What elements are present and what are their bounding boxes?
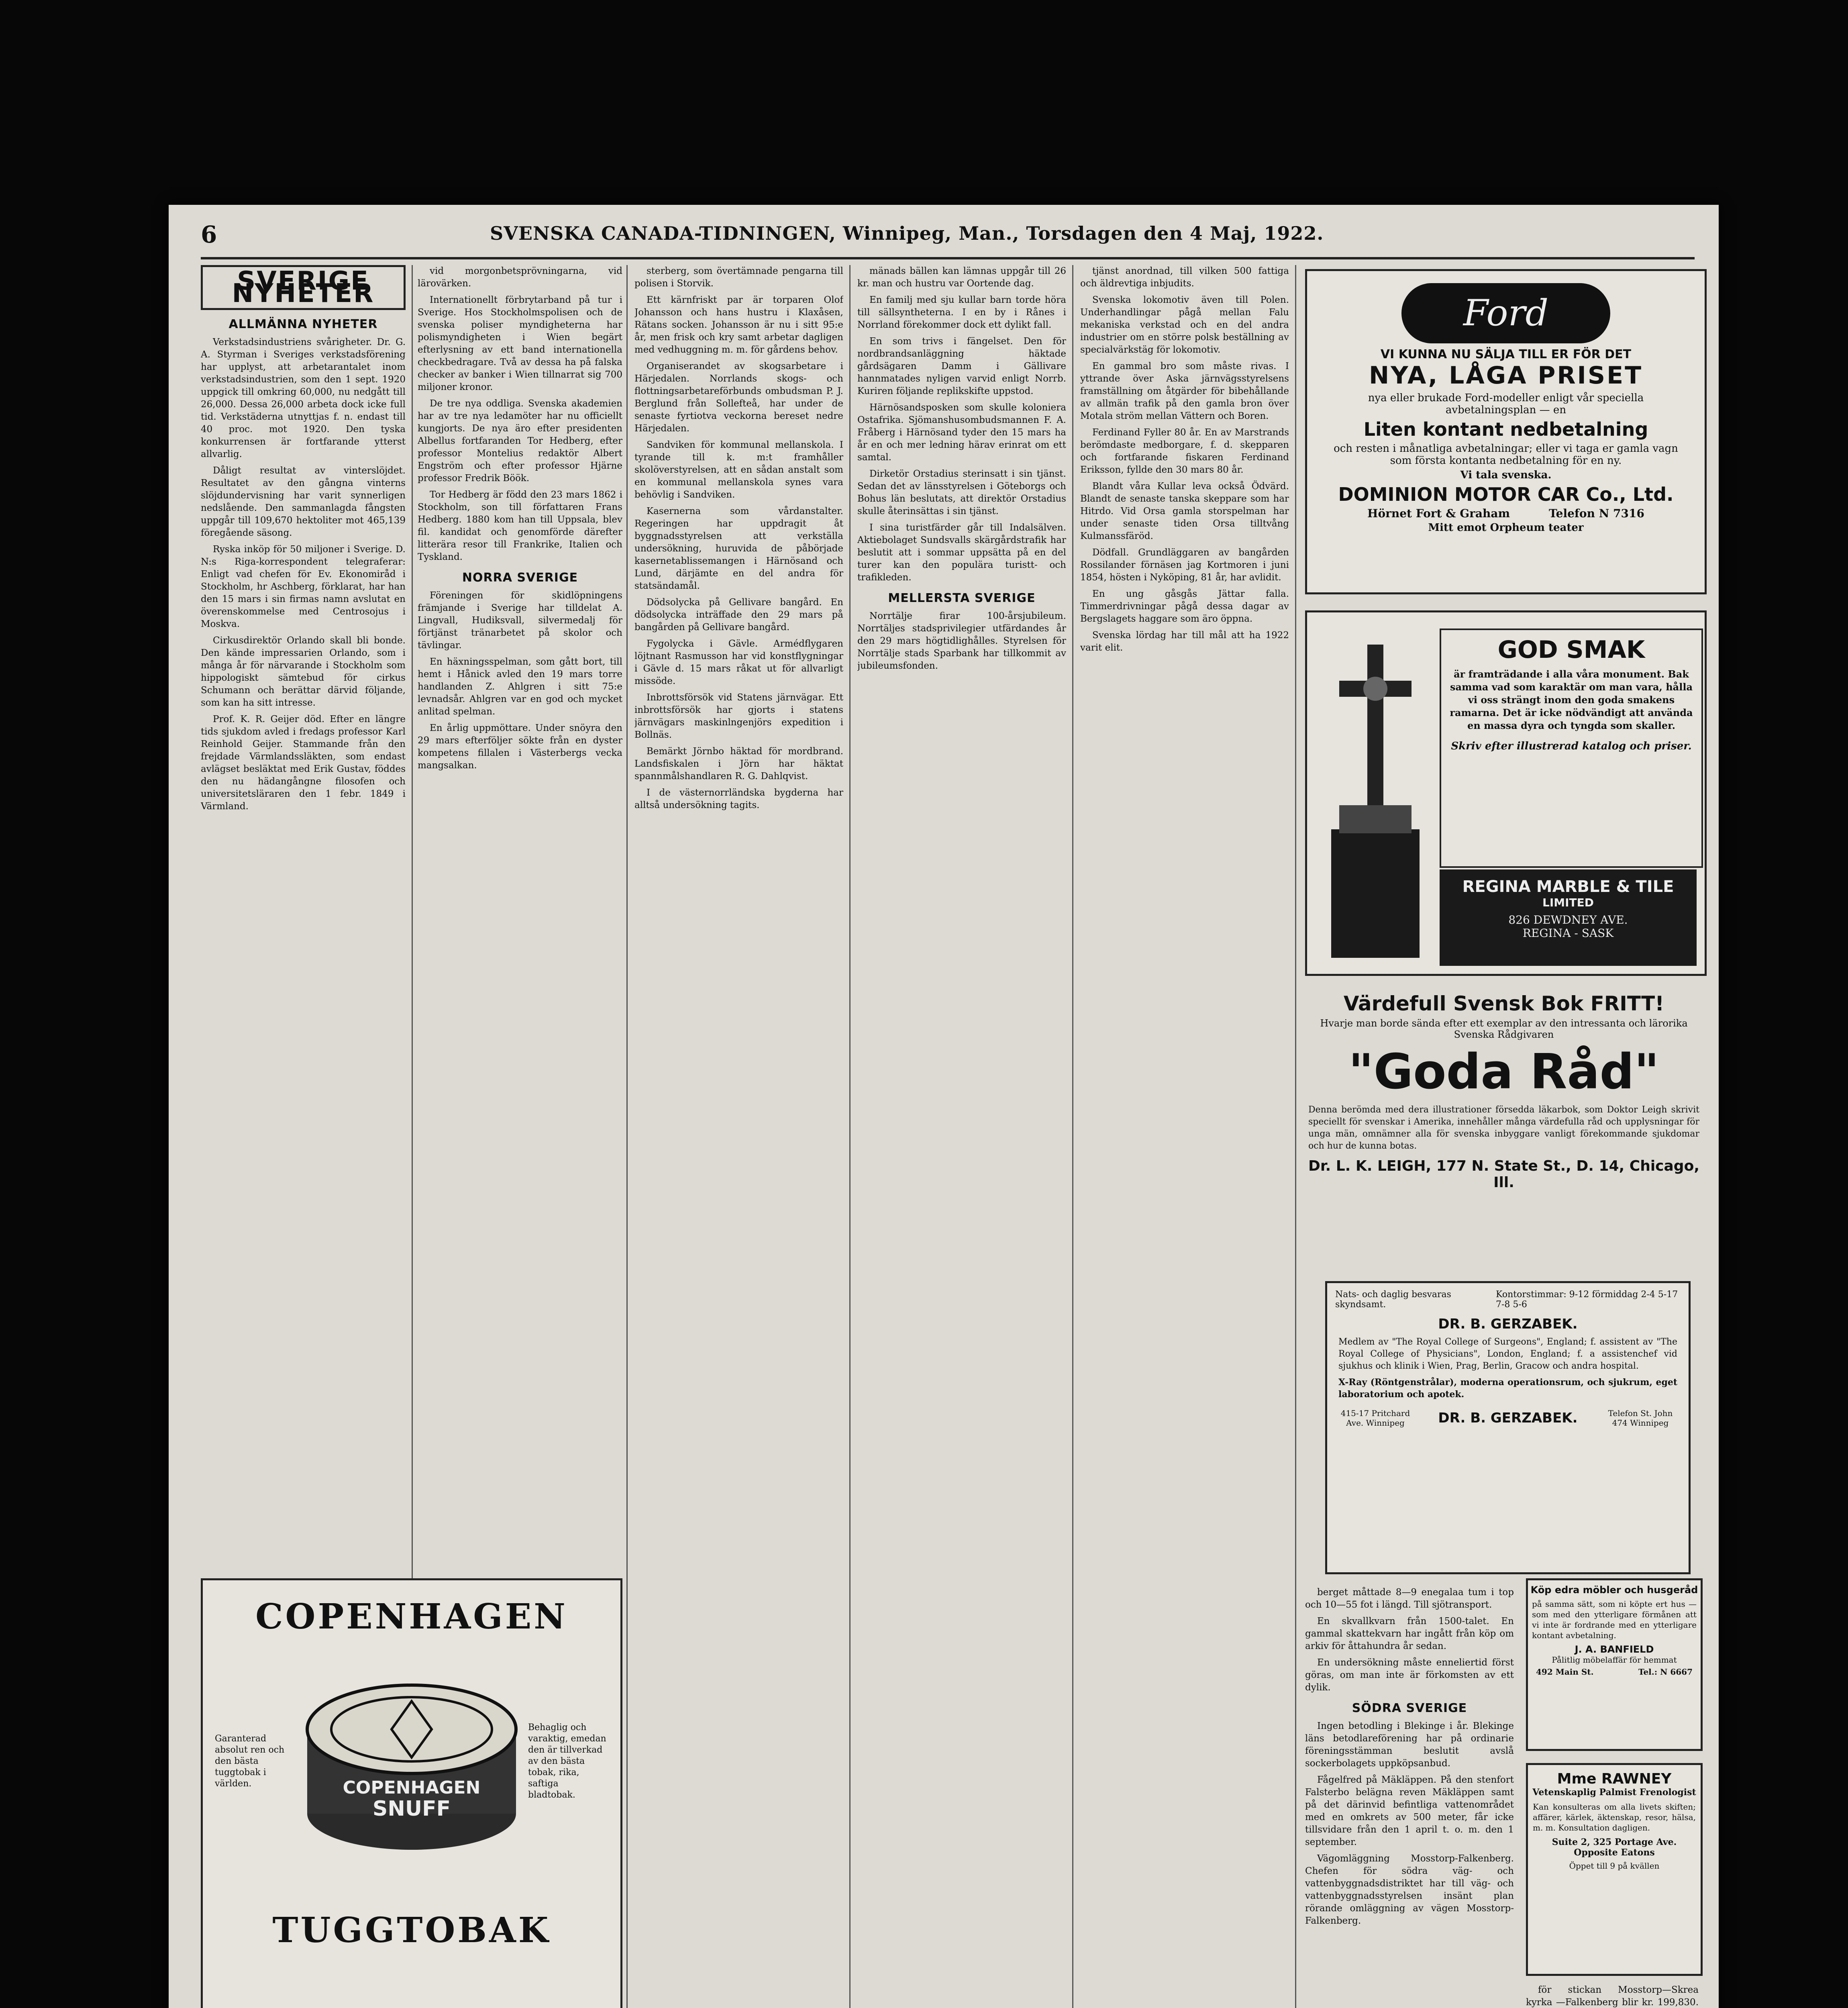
doctor-name: DR. B. GERZABEK.: [1438, 1410, 1578, 1426]
ad-headline: Köp edra möbler och husgeråd: [1530, 1584, 1698, 1596]
snuff-tin-icon: [299, 1661, 524, 1862]
ad-text: Vetenskaplig Palmist Frenologist: [1532, 1787, 1696, 1798]
ad-text: X-Ray (Röntgenstrålar), moderna operationsrum, och sjukrum, eget laboratorium och apotek.: [1338, 1377, 1677, 1400]
ad-headline: Liten kontant nedbetalning: [1363, 418, 1648, 440]
copenhagen-ad: [201, 1578, 622, 2008]
ad-text: nya eller brukade Ford-modeller enligt vår speciella avbetalningsplan — en: [1368, 392, 1644, 416]
company-address: Dr. L. K. LEIGH, 177 N. State St., D. 14, Chicago, Ill.: [1308, 1158, 1699, 1191]
newspaper-title: SVENSKA CANADA-TIDNINGEN, Winnipeg, Man., Torsdagen den 4 Maj, 1922.: [490, 222, 1324, 244]
column-4: [857, 265, 1066, 2008]
article: Svenska lördag har till mål att ha 1922 varit elit.: [1080, 630, 1289, 653]
company-name-suffix: LIMITED: [1542, 896, 1594, 909]
ad-text: Skriv efter illustrerad katalog och priser.: [1451, 740, 1692, 752]
ad-headline: Mme RAWNEY: [1557, 1771, 1672, 1787]
section-heading: NORRA SVERIGE: [462, 571, 578, 585]
ad-text: Vi tala svenska.: [1460, 469, 1552, 481]
article: Verkstadsindustriens svårigheter. Dr. G. A. Styrman i Sveriges verkstadsförening har upplyst, att arbetarantalet inom verkstadsindustrien, som den 1 sept. 1920 uppgick till omkring 60,000, nu nedgått till 26,000. Dessa 26,000 arbeta dock icke full tid. Verkstäderna utnyttjas f. n. endast till 40 proc. mot 1920. Den tyska konkurrensen är fortfarande ytterst allvarlig.: [201, 337, 406, 459]
ad-text: Mitt emot Orpheum teater: [1428, 522, 1584, 534]
office-hours: Öppet till 9 på kvällen: [1569, 1861, 1660, 1871]
monument-cross-icon: [1315, 620, 1436, 966]
article: mänads bällen kan lämnas uppgår till 26 kr. man och hustru var Oortende dag.: [857, 266, 1066, 289]
article: Ferdinand Fyller 80 år. En av Marstrands berömdaste medborgare, f. d. skepparen och fortfarande fiskaren Ferdinand Eriksson, fyllde den 30 mars 80 år.: [1080, 427, 1289, 475]
company-name: DOMINION MOTOR CAR Co., Ltd.: [1338, 484, 1674, 505]
section-box-title: SVERIGE NYHETER: [201, 265, 406, 310]
company-phone: Tel.: N 6667: [1638, 1667, 1693, 1677]
article: Prof. K. R. Geijer död. Efter en längre tids sjukdom avled i fredags professor Karl Reinhold Geijer. Stammande från den frejdade Värmlandssläkten, som endast avlägset besläktat med Erik Gustav, föddes den nu hädangångne filosofen och universitetsläraren den 1 febr. 1849 i Värmland.: [201, 714, 406, 812]
article: En skvallkvarn från 1500-talet. En gammal skattekvarn har ingått från köp om arkiv för åttahundra år sedan.: [1305, 1616, 1514, 1651]
tin-label-top: COPENHAGEN: [343, 1777, 481, 1798]
article: Dirketör Orstadius sterinsatt i sin tjänst. Sedan det av länsstyrelsen i Göteborgs och Bohus län beslutats, att direktör Orstadius skulle återinsättas i sin tjänst.: [857, 469, 1066, 516]
goda-rad-book-ad: [1305, 992, 1703, 1253]
office-hours: Kontorstimmar: 9-12 förmiddag 2-4 5-17 7-8 5-6: [1496, 1290, 1678, 1310]
ad-text: Medlem av "The Royal College of Surgeons", England; f. assistent av "The Royal College of Physicians", London, England; f. a assistenchef vid sjukhus och klinik i Wien, Prag, Berlin, Gracow och andra hospital.: [1338, 1337, 1677, 1371]
ford-ad: [1305, 269, 1707, 594]
article: Dödfall. Grundläggaren av bangården Rossilander förnäsen jag Kortmoren i juni 1854, hösten i Nyköping, 81 år, har avlidit.: [1080, 547, 1289, 583]
article: En undersökning måste enneliertid först göras, om man inte är förkomsten av ett dylik.: [1305, 1657, 1514, 1693]
page-number: 6: [201, 221, 217, 248]
column-3: [634, 265, 843, 2008]
rawney-palmist-ad: [1526, 1763, 1703, 1976]
company-phone: Telefon St. John 474 Winnipeg: [1608, 1408, 1673, 1428]
masthead: [201, 221, 1695, 259]
article: En årlig uppmöttare. Under snöyra den 29 mars efterföljer sökte från en dyster kompetens fillalen i Västerbergs vecka mangsalkan.: [418, 723, 622, 771]
column-rule: [1072, 265, 1073, 2008]
section-heading: MELLERSTA SVERIGE: [888, 591, 1036, 605]
article: Norrtälje firar 100-årsjubileum. Norrtäljes stadsprivilegier utfärdandes år den 29 mars högtidlighålles. Styrelsen för Norrtälje stads Sparbank har tillkommit av jubileumsfonden.: [857, 611, 1066, 671]
article: tjänst anordnad, till vilken 500 fattiga och äldrevtiga inbjudits.: [1080, 266, 1289, 289]
article: Kasernerna som vårdanstalter. Regeringen har uppdragit åt byggnadsstyrelsen att verkställa undersökning, huruvida de påbörjade kasernetablissemangen i Härnösand och Lund, därjämte en del andra för statsändamål.: [634, 506, 843, 591]
regina-marble-ad: [1305, 610, 1707, 976]
article: Fågelfred på Mäkläppen. På den stenfort Falsterbo belägna reven Mäkläppen samt på det därinvid befintliga vattenområdet med en omkrets av 500 meter, får icke tillsvidare från den 1 april t. o. m. den 1 september.: [1305, 1775, 1514, 1847]
company-city: REGINA - SASK: [1522, 926, 1614, 940]
column-1: [201, 265, 406, 1562]
tin-label-bottom: SNUFF: [372, 1797, 451, 1821]
article: Organiserandet av skogsarbetare i Härjedalen. Norrlands skogs- och flottningsarbetareförbunds ombudsman P. J. Berglund från Sollefteå, har under de senaste fyrtiotva veckorna bereset nedre Härjedalen.: [634, 361, 843, 434]
article: Föreningen för skidlöpningens främjande i Sverige har tilldelat A. Lingvall, Hudiksvall, silvermedalj för förtjänst tränarbetet på skolor och tävlingar.: [418, 590, 622, 651]
company-address: 415-17 Pritchard Ave. Winnipeg: [1340, 1408, 1410, 1428]
book-title: "Goda Råd": [1348, 1044, 1659, 1100]
article: En som trivs i fängelset. Den för nordbrandsanläggning häktade gårdsägaren Damm i Gällivare hannmatades nyligen varvid enligt Norrb. Kuriren följande replikskifte uppstod.: [857, 336, 1066, 396]
ford-logo: Ford: [1401, 283, 1610, 343]
article: En gammal bro som måste rivas. I yttrande över Aska järnvägsstyrelsens framställning om åtgärder för bibehållande av allmän trafik på den gamla bron över Motala ström mellan Vättern och Boren.: [1080, 361, 1289, 421]
article: Ett kärnfriskt par är torparen Olof Johansson och hans hustru i Klaxåsen, Rätans socken. Johansson är nu i sitt 95:e år, men frisk och kry samt arbetar dagligen med vedhuggning m. m. för gårdens behov.: [634, 295, 843, 355]
company-name: REGINA MARBLE & TILE: [1462, 877, 1674, 896]
article: En häxningsspelman, som gått bort, till hemt i Hånick avled den 19 mars torre handlanden Z. Ahlgren i sitt 75:e levnadsår. Ahlgren var en god och mycket anlitad spelman.: [418, 657, 622, 717]
ad-text: Kan konsulteras om alla livets skiften; affärer, kärlek, äktenskap, resor, hälsa, m. m. Konsultation dagligen.: [1533, 1802, 1696, 1833]
ad-left-text: Garanterad absolut ren och den bästa tuggtobak i världen.: [215, 1734, 285, 1789]
column-rule: [626, 265, 628, 2008]
article: Dåligt resultat av vinterslöjdet. Resultatet av den gångna vinterns slöjdundervisning har varit synnerligen nedslående. Den sammanlagda fångsten uppgår till 109,670 hektoliter mot 465,139 föregående säsong.: [201, 465, 406, 538]
ad-text: VI KUNNA NU SÄLJA TILL ER FÖR DET: [1380, 347, 1632, 361]
ad-text: Hvarje man borde sända efter ett exemplar av den intressanta och lärorika Svenska Rådgivaren: [1320, 1018, 1688, 1040]
company-address: Hörnet Fort & Graham: [1367, 507, 1510, 520]
article: Bemärkt Jörnbo häktad för mordbrand. Landsfiskalen i Jörn har häktat spannmålshandlaren R. G. Dahlqvist.: [634, 746, 843, 782]
ad-right-text: Behaglig och varaktig, emedan den är tillverkad av den bästa tobak, rika, saftiga bladtobak.: [528, 1722, 606, 1800]
article: Fygolycka i Gävle. Armédflygaren löjtnant Rasmusson har vid konstflygningar i Gävle d. 15 mars råkat ut för allvarligt missöde.: [634, 639, 843, 686]
article: för stickan Mosstorp—Skrea kyrka —Falkenberg blir kr. 199,830.: [1526, 1985, 1699, 2008]
banfield-furniture-ad: [1526, 1578, 1703, 1751]
company-phone: Telefon N 7316: [1549, 507, 1644, 520]
newspaper-page: [169, 205, 1719, 2008]
ad-text: på samma sätt, som ni köpte ert hus — som med den ytterligare förmånen att vi inte är fordrande med en ytterligare kontant avbetalning.: [1532, 1599, 1697, 1640]
ad-text: Denna berömda med dera illustrationer försedda läkarbok, som Doktor Leigh skrivit speciellt för svenskar i Amerika, innehåller många värdefulla råd och upplysningar för unga män, omnämner alla för svenska inbyggare vanligt förekommande sjukdomar och hur de kunna botas.: [1308, 1105, 1699, 1151]
article: Sandviken för kommunal mellanskola. I tyrande till k. m:t framhåller skolöverstyrelsen, att en sådan anstalt som en kommunal mellanskola synes vara behövlig i Sandviken.: [634, 440, 843, 500]
article: De tre nya oddliga. Svenska akademien har av tre nya ledamöter har nu officiellt kungjorts. De nya äro efter presidenten Albellus fortfaranden Tor Hedberg, efter professor Montelius redaktör Albert Engström och efter professor Hjärne professor Fredrik Böök.: [418, 398, 622, 484]
ad-text: Pålitlig möbelaffär för hemmat: [1552, 1655, 1677, 1665]
article: Ryska inköp för 50 miljoner i Sverige. D. N:s Riga-korrespondent telegraferar: Enligt vad chefen för Ev. Ekonomiråd i Stockholm, hr Aschberg, förklarat, har han den 15 mars i sin firmas namn avslutat en överenskommelse med Centrosojus i Moskva.: [201, 544, 406, 629]
article: Vägomläggning Mosstorp-Falkenberg. Chefen för södra väg- och vattenbyggnadsdistriktet har till väg- och vattenbyggnadsstyrelsen insänt plan rörande omläggning av vägen Mosstorp-Falkenberg.: [1305, 1853, 1514, 1926]
article: vid morgonbetsprövningarna, vid lärovärken.: [418, 266, 622, 289]
ad-headline: NYA, LÅGA PRISET: [1369, 361, 1643, 390]
article: Dödsolycka på Gellivare bangård. En dödsolycka inträffade den 29 mars på bangården på Gellivare bangård.: [634, 597, 843, 633]
article: Internationellt förbrytarband på tur i Sverige. Hos Stockholmspolisen och de svenska poliser myndigheterna har polismyndigheten i Wien begärt efterlysning av ett band internationella checkbedragare. Två av dessa ha på falska checker av banker i Wien tillnarrat sig 700 miljoner kronor.: [418, 295, 622, 392]
article: Tor Hedberg är född den 23 mars 1862 i Stockholm, son till författaren Frans Hedberg. 1880 kom han till Uppsala, blev fil. kandidat och genomförde därefter litterära resor till Frankrike, Italien och Tyskland.: [418, 490, 622, 562]
article: sterberg, som övertämnade pengarna till polisen i Storvik.: [634, 266, 843, 289]
column-2: [418, 265, 622, 1562]
ad-headline: Värdefull Svensk Bok FRITT!: [1343, 992, 1664, 1015]
section-heading: ALLMÄNNA NYHETER: [228, 317, 378, 331]
company-name: J. A. BANFIELD: [1575, 1644, 1654, 1655]
article: Ingen betodling i Blekinge i år. Blekinge läns betodlareförening har på ordinarie föreningsstämman beslutit avslå sockerbolagets uppköpsanbud.: [1305, 1721, 1514, 1769]
ad-text: och resten i månatliga avbetalningar; eller vi taga er gamla vagn som första kontanta nedbetalning för en ny.: [1334, 443, 1678, 467]
ad-headline: GOD SMAK: [1497, 636, 1645, 664]
ad-footer: TUGGTOBAK: [272, 1910, 551, 1951]
doctor-name: DR. B. GERZABEK.: [1438, 1316, 1578, 1332]
column-7: [1526, 1984, 1699, 2008]
article: En familj med sju kullar barn torde höra till sällsyntheterna. I en by i Rånes i Norrland förekommer dock ett dylikt fall.: [857, 295, 1066, 330]
ad-text: är framträdande i alla våra monument. Bak samma vad som karaktär om man vara, hålla vi oss strängt inom den goda smakens ramarna. Det är icke nödvändigt att använda en massa dyra och tyngda som skaller.: [1450, 668, 1693, 731]
article: Härnösandsposken som skulle koloniera Ostafrika. Sjömanshusombudsmannen F. A. Fråberg i Härnösand tyder den 15 mars ha år en och mer ledning härav erinrat om ett samtal.: [857, 402, 1066, 463]
article: Blandt våra Kullar leva också Ödvärd. Blandt de senaste tanska skeppare som har Hitrdo. Vid Orsa gamla storspelman har under senaste tiden Orsa tilltvång Kulmanssfäröd.: [1080, 481, 1289, 541]
article: I sina turistfärder går till Indalsälven. Aktiebolaget Sundsvalls skärgårdstrafik har beslutit att i sommar uppsätta på en del turer kan den populära turistt- och trafikleden.: [857, 522, 1066, 583]
article: I de västernorrländska bygderna har alltså undersökning tagits.: [634, 788, 843, 810]
column-rule: [1295, 265, 1296, 2008]
column-6: [1305, 1586, 1514, 2008]
ad-text: Nats- och daglig besvaras skyndsamt.: [1335, 1290, 1451, 1310]
company-address: Suite 2, 325 Portage Ave. Opposite Eatons: [1552, 1837, 1677, 1858]
ad-headline: COPENHAGEN: [255, 1596, 568, 1637]
article: Svenska lokomotiv även till Polen. Underhandlingar pågå mellan Falu mekaniska verkstad och en del andra industrier om en större polsk beställning av specialvärkstäg för lokomotiv.: [1080, 295, 1289, 355]
company-address: 492 Main St.: [1536, 1667, 1594, 1677]
column-rule: [849, 265, 851, 2008]
article: En ung gåsgås Jättar falla. Timmerdrivningar pågå dessa dagar av Bergslagets haggare som äro öppna.: [1080, 589, 1289, 624]
column-5: [1080, 265, 1289, 2008]
section-heading: SÖDRA SVERIGE: [1352, 1701, 1467, 1715]
article: Inbrottsförsök vid Statens järnvägar. Ett inbrottsförsök har gjorts i statens järnvägars maskinlngenjörs expedition i Bollnäs.: [634, 692, 843, 740]
article: Cirkusdirektör Orlando skall bli bonde. Den kände impressarien Orlando, som i många år för närvarande i Stockholm som hippologiskt sämtebud för cirkus Schumann och berättar därvid följande, som kan ha sitt intresse.: [201, 635, 406, 708]
gerzabek-ad: [1325, 1281, 1691, 1574]
company-address: 826 DEWDNEY AVE.: [1508, 913, 1628, 926]
article: berget måttade 8—9 enegalaa tum i top och 10—55 fot i längd. Till sjötransport.: [1305, 1587, 1514, 1610]
